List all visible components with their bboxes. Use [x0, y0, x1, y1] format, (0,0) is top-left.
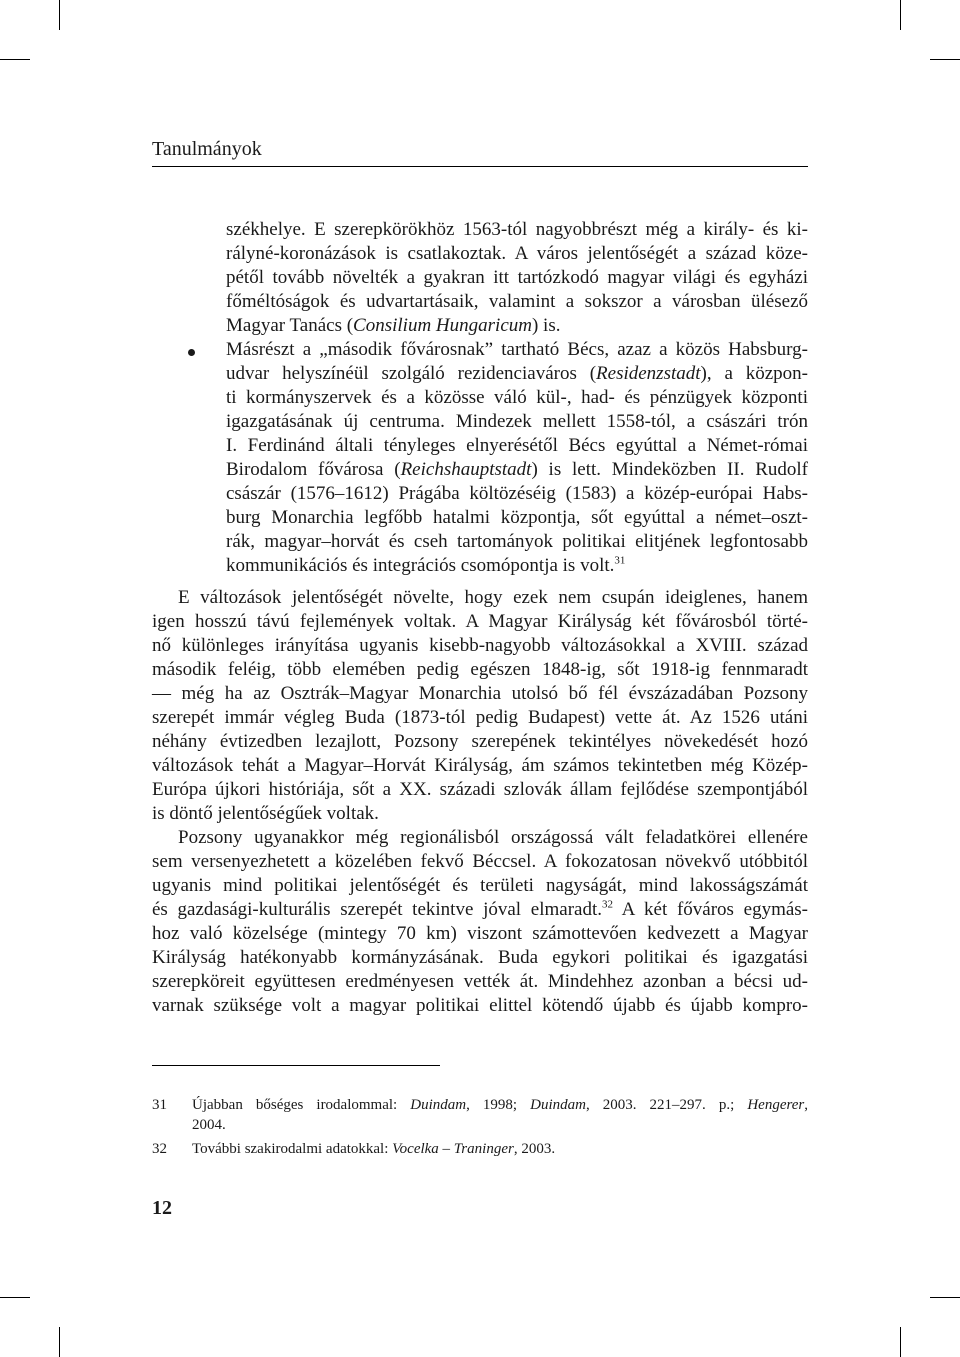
text-line: Királyság hatékonyabb kormányzásának. Buda egykori politikai és igazgatási	[152, 947, 808, 968]
text-line: rályné-koronázások is csatlakoztak. A város jelentőségét a század köze-	[226, 243, 808, 264]
text-line: is döntő jelentőségűek voltak.	[152, 803, 379, 824]
text-line: szerepköreit együttesen eredményesen vették át. Mindehhez azonban a bécsi ud-	[152, 971, 808, 992]
text-line: Európa újkori históriája, sőt a XX. századi szlovák állam fejlődése szempontjából	[152, 779, 808, 800]
text-line: burg Monarchia legfőbb hatalmi központja, sőt egyúttal a német–oszt-	[226, 507, 808, 528]
text-line: Pozsony ugyanakkor még regionálisból országossá vált feladatkörei ellenére	[178, 827, 808, 848]
footnote-text: 2004.	[192, 1117, 226, 1133]
text-line: ugyanis mind politikai jelentőségét és területi nagyságát, mind lakosságszámát	[152, 875, 808, 896]
footnote-text: Újabban bőséges irodalommal: Duindam, 1998; Duindam, 2003. 221–297. p.; Hengerer,	[192, 1097, 809, 1113]
crop-mark	[0, 1297, 30, 1298]
footnote-ref[interactable]: 31	[614, 554, 626, 567]
crop-mark	[900, 0, 901, 30]
text-line: székhelye. E szerepkörökhöz 1563-tól nagyobbrészt még a király- és ki-	[226, 219, 808, 240]
text-line: rák, magyar–horvát és cseh tartományok politikai elitjének legfontosabb	[226, 531, 808, 552]
header-rule	[152, 166, 808, 167]
text-line: sem versenyezhetett a közelében fekvő Béccsel. A fokozatosan növekvő utóbbitól	[152, 851, 808, 872]
text-line: és gazdasági-kulturális szerepét tekintve jóval elmaradt.$^{32}$ A két főváros egymás-	[152, 898, 809, 920]
crop-mark	[930, 1297, 960, 1298]
text-line: kommunikációs és integrációs csomópontja is volt.$^{31}$	[226, 554, 626, 576]
crop-mark	[59, 0, 60, 30]
footnote-number: 32	[152, 1141, 167, 1157]
running-head: Tanulmányok	[152, 138, 262, 160]
text-line: néhány évtizedben lezajlott, Pozsony szerepének tekintélyes növekedését hozó	[152, 731, 808, 752]
text-line: pétől tovább növelték a gyakran itt tartózkodó magyar világi és egyházi	[226, 267, 808, 288]
text-line: főméltóságok és udvartartásaik, valamint a sokszor a városban ülésező	[226, 291, 808, 312]
text-line: I. Ferdinánd általi tényleges elnyerésétől Bécs egyúttal a Német-római	[226, 435, 808, 456]
crop-mark	[930, 59, 960, 60]
bullet-icon	[188, 349, 195, 356]
text-line: változások tehát a Magyar–Horvát Királyság, ám számos tekintetben még Közép-	[152, 755, 808, 776]
text-line: Magyar Tanács (Consilium Hungaricum) is.	[226, 315, 561, 336]
footnote-ref[interactable]: 32	[602, 898, 613, 911]
text-line: ti kormányszervek és a közösse váló kül-, had- és pénzügyek központi	[226, 387, 808, 408]
text-line: Másrészt a „második fővárosnak” tartható Bécs, azaz a közös Habsburg-	[226, 339, 808, 360]
text-line: igazgatásának új centruma. Mindezek mellett 1558-tól, a császári trón	[226, 411, 808, 432]
text-line: nő különleges irányítása ugyanis kisebb-nagyobb változásokkal a XVIII. század	[152, 635, 808, 656]
footnote-number: 31	[152, 1097, 167, 1113]
text-line: szerepét immár végleg Buda (1873-tól pedig Budapest) vette át. Az 1526 utáni	[152, 707, 808, 728]
text-line: igen hosszú távú fejlemények voltak. A Magyar Királyság két fővárosból törté-	[152, 611, 808, 632]
text-line: udvar helyszínéül szolgáló rezidenciaváros (Residenzstadt), a közpon-	[226, 363, 808, 384]
text-line: varnak szüksége volt a magyar politikai elittel kötendő újabb és újabb kompro-	[152, 995, 808, 1016]
footnote-rule	[152, 1065, 440, 1066]
text-line: E változások jelentőségét növelte, hogy ezek nem csupán ideiglenes, hanem	[178, 587, 808, 608]
crop-mark	[0, 59, 30, 60]
text-line: második feléig, több elemében pedig egészen 1848-ig, sőt 1918-ig fennmaradt	[152, 659, 808, 680]
footnote-text: További szakirodalmi adatokkal: Vocelka – Traninger, 2003.	[192, 1141, 556, 1157]
text-line: hoz való közelsége (mintegy 70 km) viszont számottevően kedvezett a Magyar	[152, 923, 808, 944]
text-line: Birodalom fővárosa (Reichshauptstadt) is lett. Mindeközben II. Rudolf	[226, 459, 808, 480]
crop-mark	[59, 1327, 60, 1357]
text-line: császár (1576–1612) Prágába költözéséig (1583) a közép-európai Habs-	[226, 483, 808, 504]
page-number: 12	[152, 1197, 172, 1219]
crop-mark	[900, 1327, 901, 1357]
text-line: — még ha az Osztrák–Magyar Monarchia utolsó bő fél évszázadában Pozsony	[152, 683, 808, 704]
